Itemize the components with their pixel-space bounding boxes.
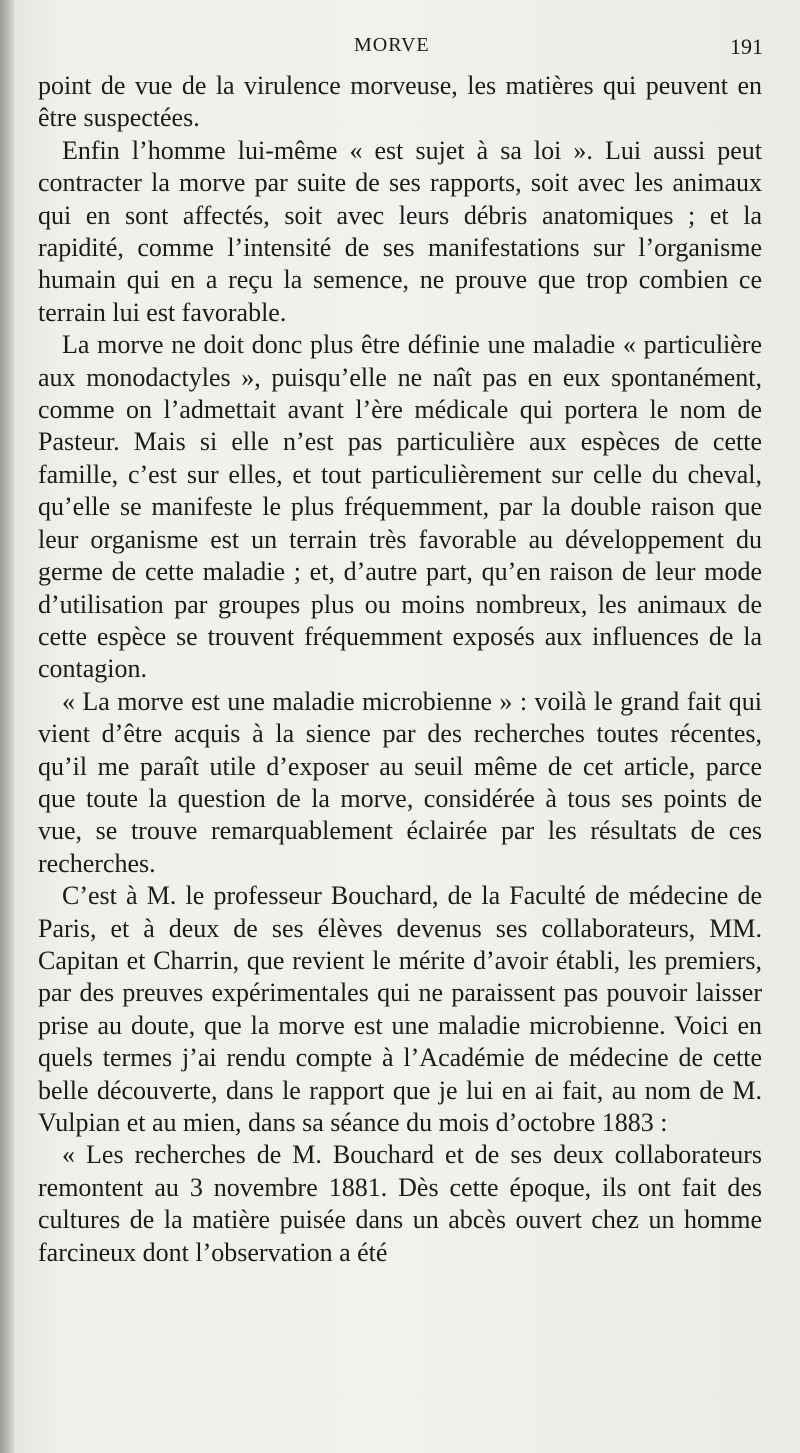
paragraph-bouchard: C’est à M. le professeur Bouchard, de la Faculté de médecine de Paris, et à deux de ses élèves devenus ses collaborateurs, MM. Capitan et Charrin, que revient le mérite d’avoir établi, les premiers, par des preuves expérimentales qui ne paraissent pas pouvoir laisser prise au doute, que la morve est une maladie microbienne. Voici en quels termes j’ai rendu compte à l’Académie de médecine de cette belle découverte, dans le rapport que je lui en ai fait, au nom de M. Vulpian et au mien, dans sa séance du mois d’octobre 1883 : bbox=[38, 881, 762, 1137]
page-header bbox=[0, 30, 800, 64]
paragraph-homme: Enfin l’homme lui-même « est sujet à sa loi ». Lui aussi peut contracter la morve par suite de ses rapports, soit avec les animaux qui en sont affectés, soit avec leurs débris anatomiques ; et la rapidité, comme l’intensité de ses manifestations sur l’organisme humain qui en a reçu la semence, ne prouve que trop combien ce terrain lui est favorable. bbox=[38, 135, 762, 327]
body-text bbox=[38, 70, 762, 1269]
paragraph-microbienne: « La morve est une maladie microbienne » : voilà le grand fait qui vient d’être acquis à la sience par des recherches toutes récentes, qu’il me paraît utile d’exposer au seuil même de cet article, parce que toute la question de la morve, considérée à tous ses points de vue, se trouve remarquablement éclairée par les résultats de ces recherches. bbox=[38, 686, 762, 878]
running-title: MORVE bbox=[354, 34, 430, 56]
page-gutter-shadow bbox=[0, 0, 14, 1453]
paragraph-definition: La morve ne doit donc plus être définie une maladie « particulière aux monodactyles », puisqu’elle ne naît pas en eux spontanément, comme on l’admettait avant l’ère médicale qui portera le nom de Pasteur. Mais si elle n’est pas particulière aux espèces de cette famille, c’est sur elles, et tout particulièrement sur celle du cheval, qu’elle se manifeste le plus fréquemment, par la double raison que leur organisme est un terrain très favorable au développement du germe de cette maladie ; et, d’autre part, qu’en raison de leur mode d’utilisation par groupes plus ou moins nombreux, les animaux de cette espèce se trouvent fréquemment exposés aux influences de la contagion. bbox=[38, 330, 762, 684]
paragraph-quotation: « Les recherches de M. Bouchard et de ses deux collaborateurs remontent au 3 novembre 1881. Dès cette époque, ils ont fait des cultures de la matière puisée dans un abcès ouvert chez un homme farcineux dont l’observation a été bbox=[38, 1140, 762, 1267]
paragraph-continuation: point de vue de la virulence morveuse, les matières qui peuvent en être suspectées. bbox=[38, 71, 762, 133]
page-number: 191 bbox=[730, 34, 763, 59]
